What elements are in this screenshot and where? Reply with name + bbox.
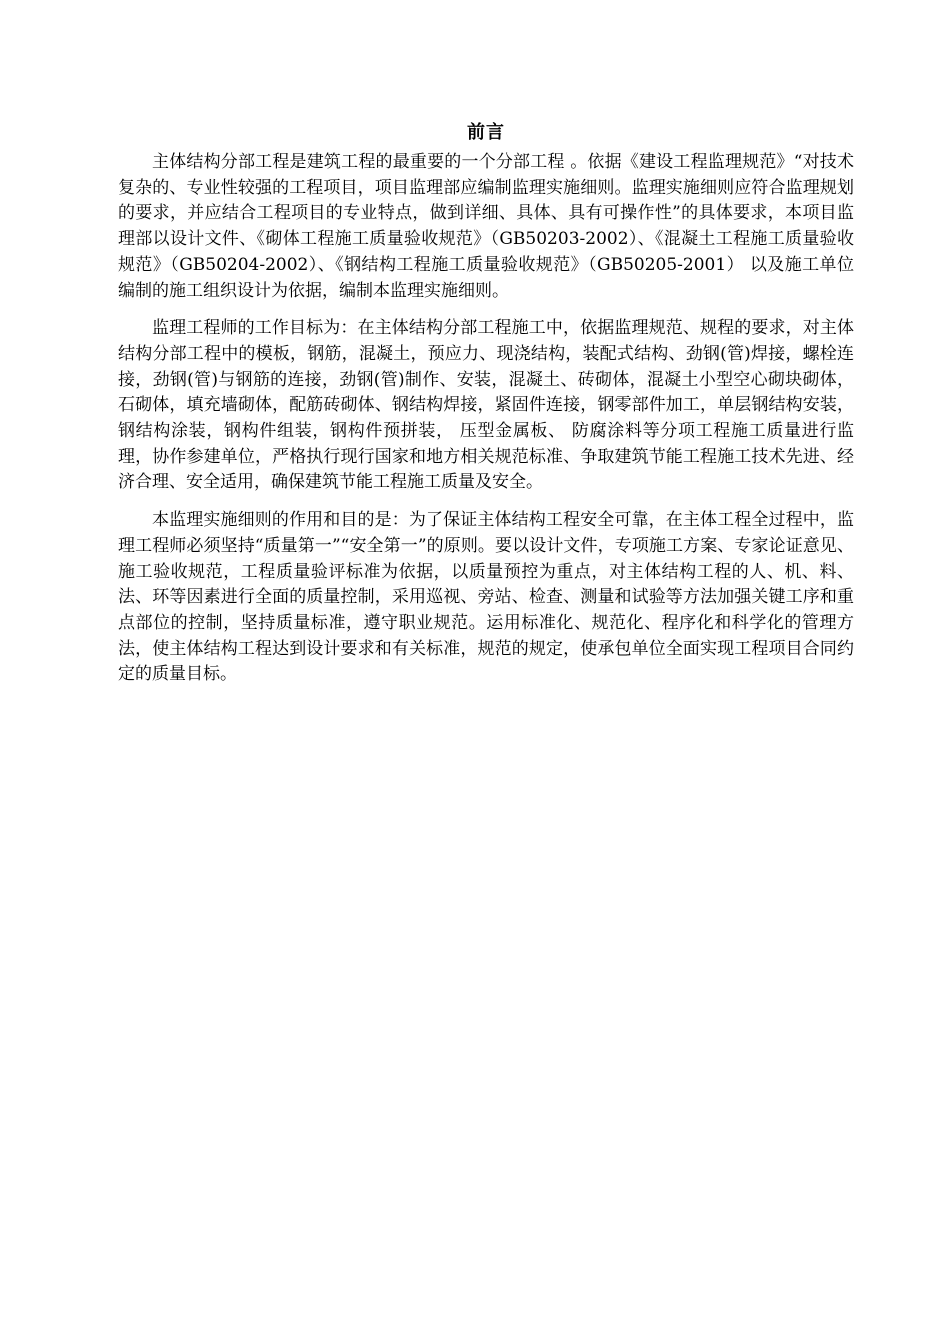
page-title: 前言 bbox=[467, 122, 505, 143]
paragraph-work-goals: 监理工程师的工作目标为：在主体结构分部工程施工中，依据监理规范、规程的要求，对主体结构分部工程中的模板，钢筋，混凝土，预应力、现浇结构，装配式结构、劲钢(管)焊接，螺栓连接，劲钢(管)与钢筋的连接，劲钢(管)制作、安装，混凝土、砖砌体，混凝土小型空心砌块砌体，石砌体，填充墙砌体，配筋砖砌体、钢结构焊接，紧固件连接，钢零部件加工，单层钢结构安装， 钢结构涂装，钢构件组装，钢构件预拼装， 压型金属板、 防腐涂料等分项工程施工质量进行监理，协作参建单位，严格执行现行国家和地方相关规范标准、争取建筑节能工程施工技术先进、经济合理、安全适用，确保建筑节能工程施工质量及安全。 bbox=[118, 318, 854, 493]
paragraph-purpose: 本监理实施细则的作用和目的是：为了保证主体结构工程安全可靠，在主体工程全过程中，监理工程师必须坚持“质量第一”“安全第一”的原则。要以设计文件，专项施工方案、专家论证意见、施工验收规范，工程质量验评标准为依据，以质量预控为重点，对主体结构工程的人、机、料、法、环等因素进行全面的质量控制，采用巡视、旁站、检查、测量和试验等方法加强关键工序和重点部位的控制，坚持质量标准，遵守职业规范。运用标准化、规范化、程序化和科学化的管理方法，使主体结构工程达到设计要求和有关标准，规范的规定，使承包单位全面实现工程项目合同约定的质量目标。 bbox=[118, 510, 854, 685]
paragraph-intro: 主体结构分部工程是建筑工程的最重要的一个分部工程 。依据《建设工程监理规范》“对技术复杂的、专业性较强的工程项目，项目监理部应编制监理实施细则。监理实施细则应符合监理规划的要求，并应结合工程项目的专业特点，做到详细、具体、具有可操作性”的具体要求，本项目监理部以设计文件、《砌体工程施工质量验收规范》（GB50203-2002）、《混凝土工程施工质量验收规范》（GB50204-2002）、《钢结构工程施工质量验收规范》（GB50205-2001） 以及施工单位编制的施工组织设计为依据，编制本监理实施细则。 bbox=[118, 152, 854, 301]
document-body bbox=[118, 118, 854, 700]
